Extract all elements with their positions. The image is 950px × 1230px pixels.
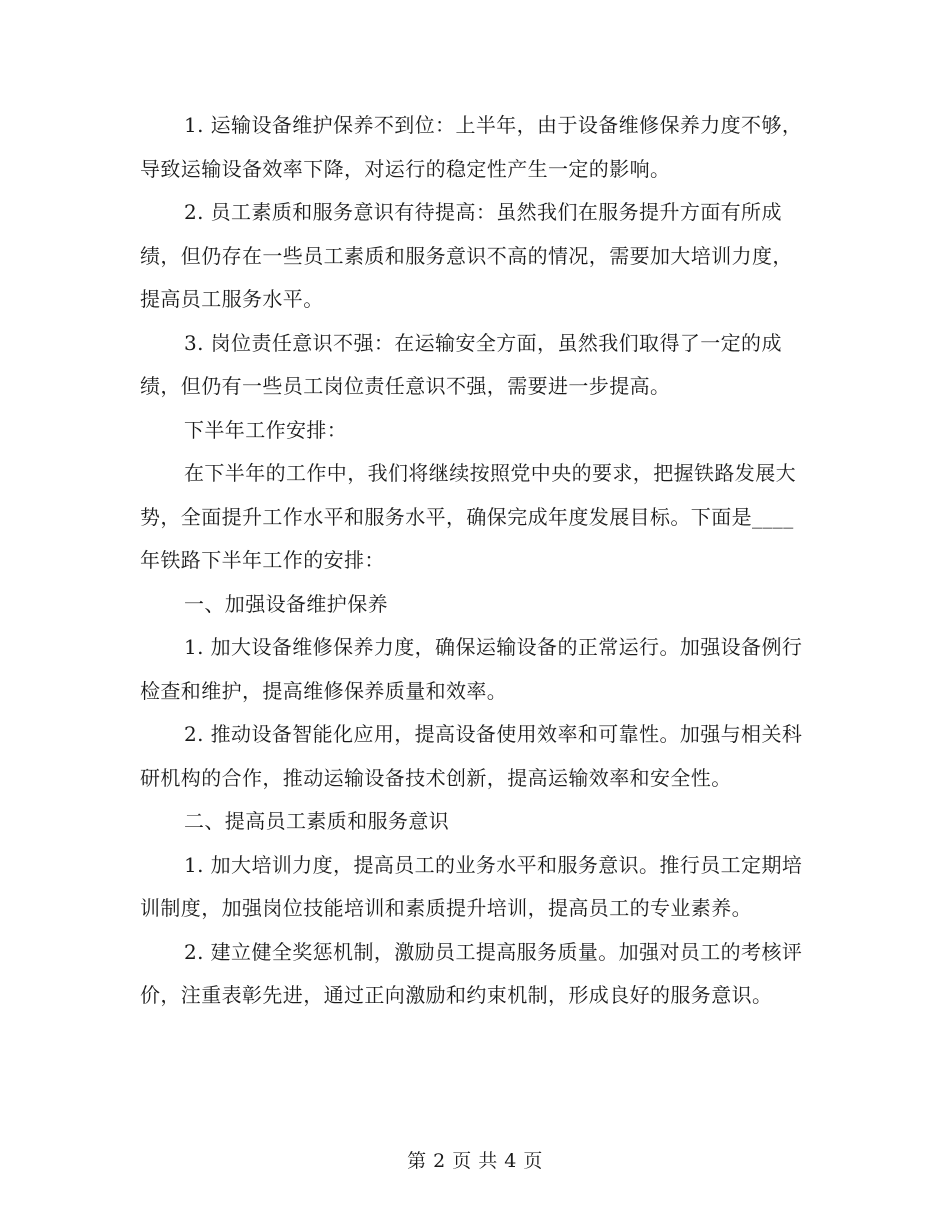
section-heading-equipment: 一、加强设备维护保养 <box>184 591 388 616</box>
paragraph-equipment-1: 1. 加大设备维修保养力度，确保运输设备的正常运行。加强设备例行检查和维护，提高维修保养质量和效率。 <box>140 635 803 703</box>
paragraph-issue-2: 2. 员工素质和服务意识有待提高：虽然我们在服务提升方面有所成绩，但仍存在一些员工素质和服务意识不高的情况，需要加大培训力度，提高员工服务水平。 <box>140 200 793 311</box>
page-number-footer: 第 2 页 共 4 页 <box>407 1150 543 1172</box>
paragraph-staff-1: 1. 加大培训力度，提高员工的业务水平和服务意识。推行员工定期培训制度，加强岗位技能培训和素质提升培训，提高员工的专业素养。 <box>140 852 803 920</box>
section-heading-plan: 下半年工作安排： <box>184 417 348 442</box>
paragraph-plan-intro: 在下半年的工作中，我们将继续按照党中央的要求，把握铁路发展大势，全面提升工作水平和服务水平，确保完成年度发展目标。下面是____年铁路下半年工作的安排： <box>140 461 796 572</box>
document-body <box>140 104 810 1018</box>
paragraph-staff-2: 2. 建立健全奖惩机制，激励员工提高服务质量。加强对员工的考核评价，注重表彰先进，通过正向激励和约束机制，形成良好的服务意识。 <box>140 939 803 1007</box>
section-heading-staff: 二、提高员工素质和服务意识 <box>184 809 450 833</box>
paragraph-issue-3: 3. 岗位责任意识不强：在运输安全方面，虽然我们取得了一定的成绩，但仍有一些员工岗位责任意识不强，需要进一步提高。 <box>140 330 782 398</box>
paragraph-equipment-2: 2. 推动设备智能化应用，提高设备使用效率和可靠性。加强与相关科研机构的合作，推动运输设备技术创新，提高运输效率和安全性。 <box>140 722 803 790</box>
paragraph-issue-1: 1. 运输设备维护保养不到位：上半年，由于设备维修保养力度不够，导致运输设备效率下降，对运行的稳定性产生一定的影响。 <box>140 113 803 181</box>
